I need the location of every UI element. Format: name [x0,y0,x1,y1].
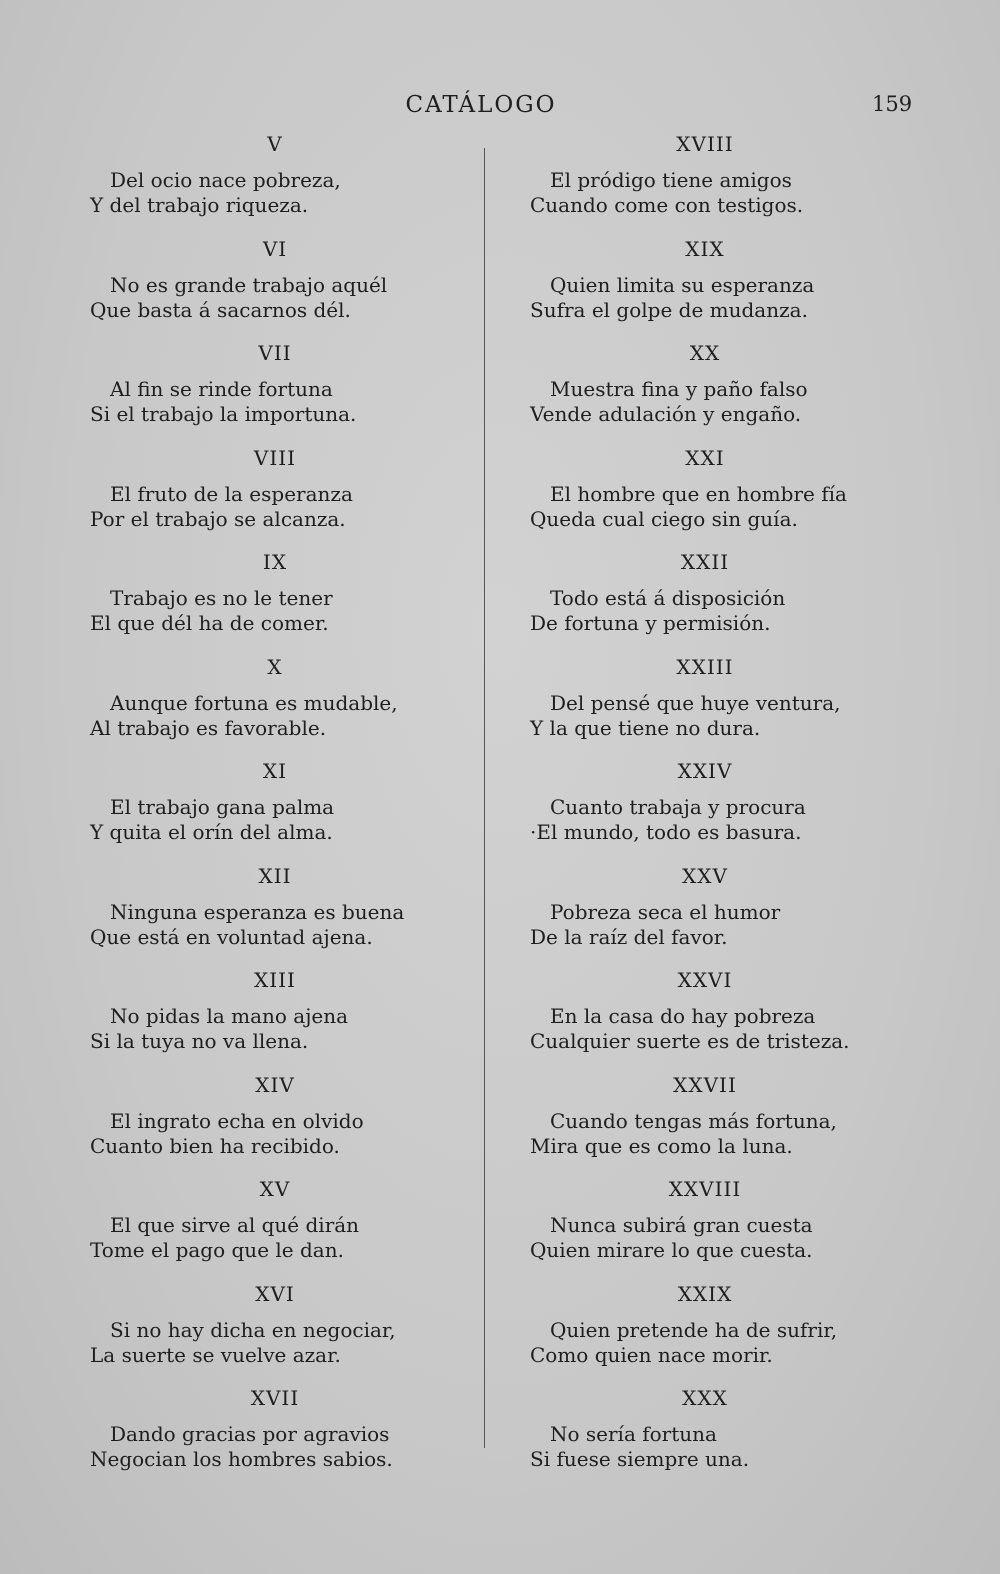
verse-line: Trabajo es no le tener [110,586,333,610]
verse-line: Del ocio nace pobreza, [110,168,341,192]
verse-line: Si no hay dicha en negociar, [110,1317,396,1342]
verse-line: Como quien nace morir. [530,1342,773,1367]
stanza [530,1173,880,1278]
stanza-lines [530,1422,880,1472]
verse-line: El ingrato echa en olvido [110,1108,364,1133]
stanza-numeral: X [267,654,283,679]
verse-line: Ninguna esperanza es buena [110,899,405,924]
verse-line: De la raíz del favor. [530,924,728,949]
stanza-lines [90,482,440,532]
stanza-lines [90,1109,440,1159]
stanza-lines [530,168,880,218]
stanza [530,1069,880,1174]
stanza [90,1173,440,1278]
verse-line: Tome el pago que le dan. [90,1238,344,1262]
stanza-numeral: XXX [682,1386,728,1410]
stanza [90,964,440,1069]
verse-line: Nunca subirá gran cuesta [550,1213,813,1237]
stanza-numeral: XX [689,341,721,365]
stanza-numeral: XIV [255,1072,295,1097]
stanza-numeral: XXVIII [668,1177,742,1201]
stanza-numeral: XXV [682,863,728,888]
verse-line: En la casa do hay pobreza [550,1004,816,1028]
verse-line: Cualquier suerte es de tristeza. [530,1029,850,1053]
stanza [90,1382,440,1487]
stanza-lines [90,1004,440,1054]
verse-line: Pobreza seca el humor [550,899,781,924]
verse-line: Cuando tengas más fortuna, [550,1108,837,1133]
stanza-numeral: XII [258,863,292,888]
stanza [90,128,440,233]
stanza-lines [530,377,880,427]
stanza-numeral: XIII [254,968,296,992]
verse-line: Quien limita su esperanza [550,272,815,297]
stanza-numeral: XXIX [677,1281,733,1306]
stanza-lines [530,482,880,532]
stanza-numeral: IX [262,550,288,574]
verse-line: Del pensé que huye ventura, [550,690,841,715]
stanza-numeral: XXI [685,445,725,470]
stanza-lines [530,1004,880,1054]
stanza-numeral: XXVI [677,968,733,992]
stanza-lines [90,1213,440,1263]
stanza [90,233,440,338]
stanza [530,128,880,233]
verse-line: El pródigo tiene amigos [550,168,792,192]
stanza-lines [530,900,880,950]
verse-line: Muestra fina y paño falso [550,377,808,401]
verse-line: No sería fortuna [550,1422,717,1446]
left-column [90,128,440,1487]
verse-line: Si la tuya no va llena. [90,1029,309,1053]
stanza-lines [90,273,440,323]
stanza [90,337,440,442]
stanza [530,546,880,651]
verse-line: El hombre que en hombre fía [550,481,847,506]
stanza-numeral: VI [262,236,288,261]
stanza-lines [530,1318,880,1368]
verse-line: Aunque fortuna es mudable, [110,690,398,715]
page-title: CATÁLOGO [405,92,557,118]
verse-line: Cuando come con testigos. [530,193,804,217]
page-number: 159 [872,92,913,116]
verse-line: Negocian los hombres sabios. [90,1447,393,1471]
stanza-numeral: XI [262,759,288,783]
stanza-lines [90,795,440,845]
stanza [90,755,440,860]
verse-line: Dando gracias por agravios [110,1422,390,1446]
stanza-lines [530,795,880,845]
verse-line: Queda cual ciego sin guía. [530,506,798,531]
stanza [90,442,440,547]
verse-line: Todo está á disposición [550,586,786,610]
verse-line: Y del trabajo riqueza. [90,193,309,217]
verse-line: Quien mirare lo que cuesta. [530,1238,813,1262]
verse-line: Al fin se rinde fortuna [110,377,333,401]
verse-line: Si fuese siempre una. [530,1447,750,1471]
verse-line: De fortuna y permisión. [530,611,771,635]
stanza [530,1382,880,1487]
verse-line: La suerte se vuelve azar. [90,1342,341,1367]
verse-line: Y la que tiene no dura. [530,715,761,740]
stanza-numeral: XIX [685,236,725,261]
verse-line: El fruto de la esperanza [110,481,353,506]
stanza-lines [530,691,880,741]
stanza-lines [90,168,440,218]
stanza-numeral: XXIII [676,654,734,679]
stanza [90,860,440,965]
stanza-lines [90,691,440,741]
verse-line: El que sirve al qué dirán [110,1213,360,1237]
stanza [530,1278,880,1383]
right-column [530,128,880,1487]
verse-line: Y quita el orín del alma. [90,820,333,844]
stanza-lines [90,586,440,636]
verse-line: No pidas la mano ajena [110,1004,349,1028]
stanza [530,337,880,442]
stanza [90,651,440,756]
stanza-numeral: VIII [253,445,297,470]
stanza [90,1278,440,1383]
verse-line: Sufra el golpe de mudanza. [530,297,808,322]
stanza-lines [90,900,440,950]
stanza [530,651,880,756]
verse-line: Que está en voluntad ajena. [90,924,373,949]
stanza-numeral: XVII [250,1386,300,1410]
stanza [530,860,880,965]
verse-line: Cuanto bien ha recibido. [90,1133,340,1158]
stanza [90,546,440,651]
stanza-lines [530,1213,880,1263]
stanza [90,1069,440,1174]
stanza-lines [530,273,880,323]
stanza [530,442,880,547]
verse-line: El trabajo gana palma [110,795,335,819]
stanza-numeral: VII [258,341,292,365]
stanza [530,755,880,860]
verse-line: No es grande trabajo aquél [110,272,388,297]
verse-line: Al trabajo es favorable. [90,715,327,740]
verse-line: Mira que es como la luna. [530,1133,793,1158]
stanza-numeral: XXVII [673,1072,737,1097]
stanza-numeral: XVIII [676,132,734,156]
stanza-numeral: XXII [680,550,730,574]
stanza-lines [90,377,440,427]
verse-line: Que basta á sacarnos dél. [90,297,351,322]
stanza [530,233,880,338]
verse-line: Vende adulación y engaño. [530,402,802,426]
verse-line: El que dél ha de comer. [90,611,329,635]
stanza-lines [530,1109,880,1159]
stanza-lines [90,1318,440,1368]
verse-line: Cuanto trabaja y procura [550,795,806,819]
stanza [530,964,880,1069]
stanza-numeral: XXIV [677,759,733,783]
stanza-numeral: V [267,132,283,156]
stanza-lines [90,1422,440,1472]
stanza-numeral: XVI [255,1281,295,1306]
verse-line: Si el trabajo la importuna. [90,402,357,426]
column-divider [484,148,485,1448]
verse-line: Por el trabajo se alcanza. [90,506,346,531]
verse-line: ·El mundo, todo es basura. [530,820,802,844]
stanza-numeral: XV [259,1177,291,1201]
stanza-lines [530,586,880,636]
verse-line: Quien pretende ha de sufrir, [550,1317,838,1342]
